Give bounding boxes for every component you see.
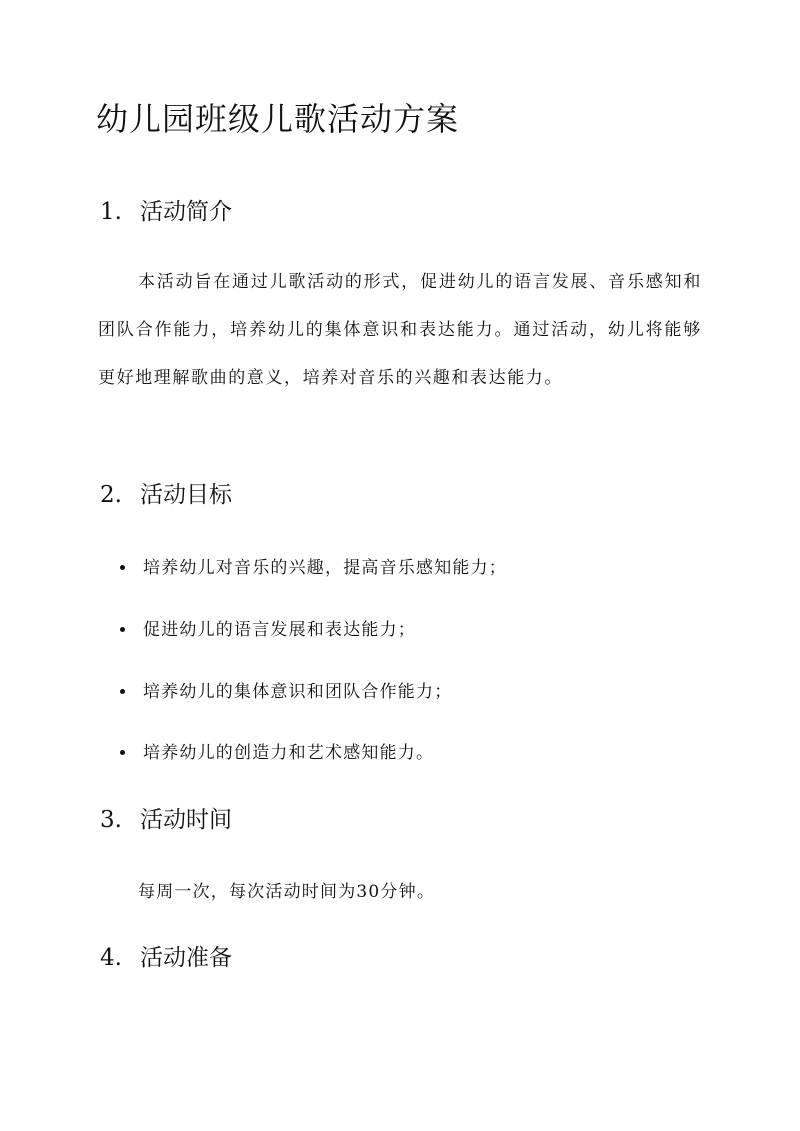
bullet-icon [120, 565, 125, 570]
list-item [120, 740, 434, 766]
section-number: 2. [100, 482, 122, 508]
section-number: 3. [100, 807, 122, 833]
intro-paragraph: 本活动旨在通过儿歌活动的形式，促进幼儿的语言发展、音乐感知和团队合作能力，培养幼儿的集体意识和表达能力。通过活动，幼儿将能够更好地理解歌曲的意义，培养对音乐的兴趣和表达能力。 [98, 272, 702, 388]
section-title: 活动准备 [140, 945, 232, 971]
list-item-text: 培养幼儿对音乐的兴趣，提高音乐感知能力； [143, 558, 507, 578]
section-number: 1. [100, 199, 122, 225]
document-title: 幼儿园班级儿歌活动方案 [96, 100, 460, 138]
list-item-text: 促进幼儿的语言发展和表达能力； [143, 620, 416, 640]
section-title: 活动目标 [140, 482, 232, 508]
bullet-icon [120, 689, 125, 694]
list-item [120, 679, 452, 705]
section-title: 活动简介 [140, 199, 232, 225]
list-item [120, 617, 416, 643]
section-heading-intro [100, 197, 232, 227]
list-item [120, 555, 507, 581]
section-heading-time [100, 805, 232, 835]
list-item-text: 培养幼儿的创造力和艺术感知能力。 [143, 743, 435, 763]
time-text: 每周一次，每次活动时间为30分钟。 [138, 882, 436, 902]
section-heading-preparation [100, 943, 232, 973]
section-title: 活动时间 [140, 807, 232, 833]
section-heading-goals [100, 480, 232, 510]
section-number: 4. [100, 945, 122, 971]
bullet-icon [120, 750, 125, 755]
list-item-text: 培养幼儿的集体意识和团队合作能力； [143, 682, 453, 702]
bullet-icon [120, 627, 125, 632]
